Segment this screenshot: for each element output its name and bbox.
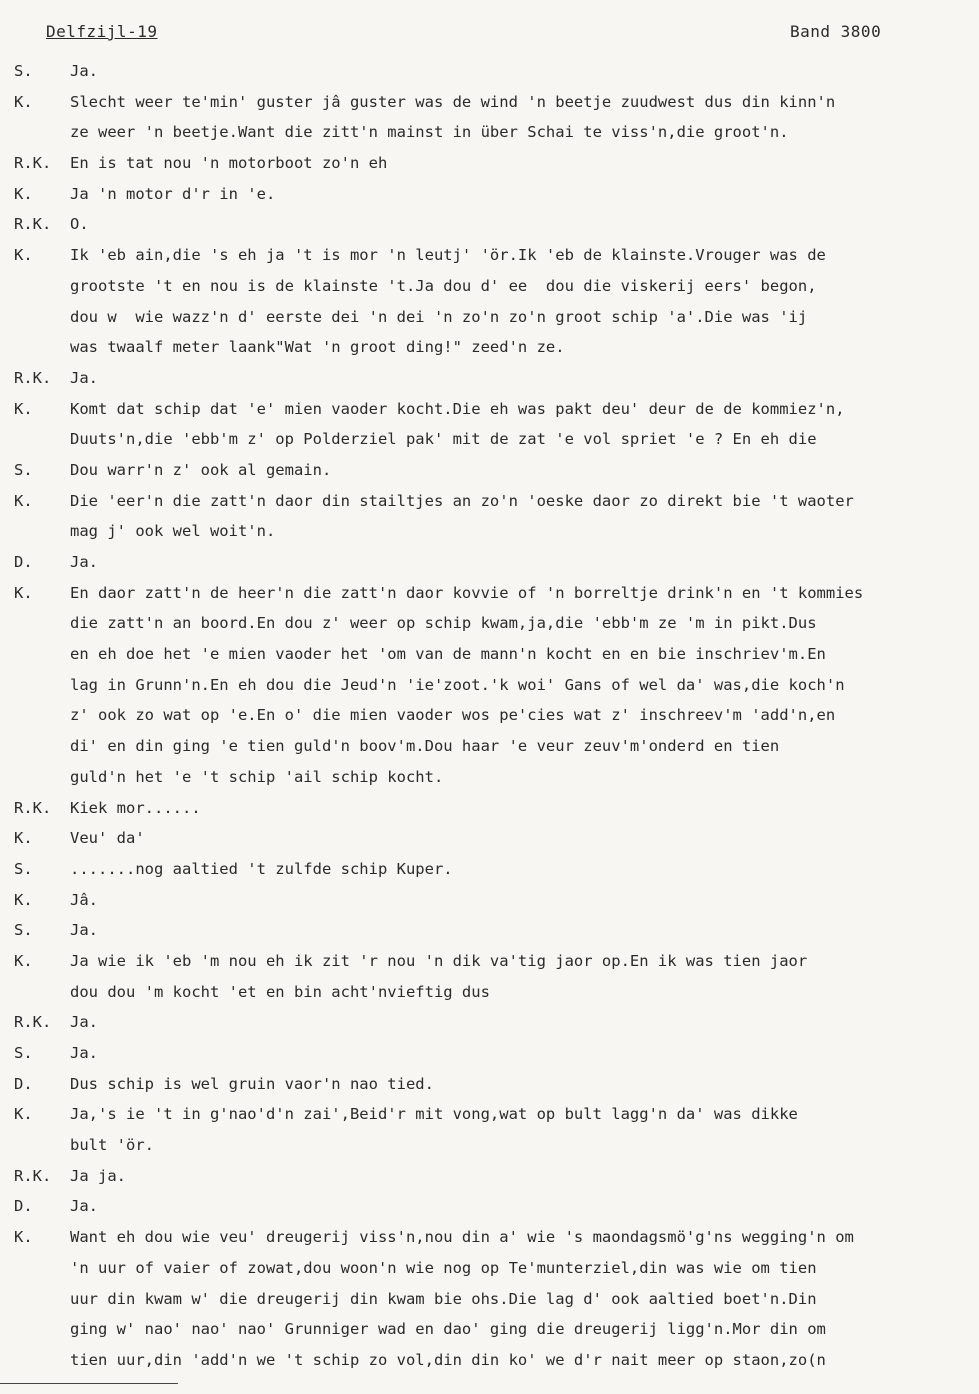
transcript-line xyxy=(0,394,979,425)
transcript-line xyxy=(0,179,979,210)
speaker-label: R.K. xyxy=(14,215,52,234)
utterance-text: 'n uur of vaier of zowat,dou woon'n wie nog op Te'munterziel,din was wie om tien xyxy=(70,1258,817,1277)
utterance-text: Ja. xyxy=(70,1197,98,1216)
utterance-text: Veu' da' xyxy=(70,829,145,848)
transcript-line xyxy=(0,608,979,639)
transcript-line xyxy=(0,547,979,578)
speaker-label: K. xyxy=(14,1105,33,1124)
utterance-text: Ja ja. xyxy=(70,1166,126,1185)
speaker-label: K. xyxy=(14,829,33,848)
transcript-line xyxy=(0,1099,979,1130)
transcript-line xyxy=(0,240,979,271)
transcript-line xyxy=(0,1069,979,1100)
utterance-text: Komt dat schip dat 'e' mien vaoder kocht.Die eh was pakt deu' deur de de kommiez'n, xyxy=(70,399,845,418)
transcript-line xyxy=(0,332,979,363)
transcript-lines xyxy=(0,56,979,1376)
tape-number: Band 3800 xyxy=(790,22,882,41)
transcript-line xyxy=(0,56,979,87)
utterance-text: Ja. xyxy=(70,368,98,387)
speaker-label: D. xyxy=(14,1074,33,1093)
transcript-line xyxy=(0,87,979,118)
transcript-line xyxy=(0,823,979,854)
utterance-text: uur din kwam w' die dreugerij din kwam bie ohs.Die lag d' ook aaltied boet'n.Din xyxy=(70,1289,817,1308)
speaker-label: S. xyxy=(14,921,33,940)
utterance-text: grootste 't en nou is de klainste 't.Ja dou d' ee dou die viskerij eers' begon, xyxy=(70,276,817,295)
transcript-line xyxy=(0,946,979,977)
utterance-text: Ik 'eb ain,die 's eh ja 't is mor 'n leutj' 'ör.Ik 'eb de klainste.Vrouger was de xyxy=(70,246,826,265)
utterance-text: mag j' ook wel woit'n. xyxy=(70,522,276,541)
speaker-label: K. xyxy=(14,399,33,418)
footnote-rule xyxy=(0,1383,178,1384)
transcript-line xyxy=(0,148,979,179)
transcript-line xyxy=(0,117,979,148)
transcript-line xyxy=(0,209,979,240)
utterance-text: Jâ. xyxy=(70,890,98,909)
transcript-line xyxy=(0,1161,979,1192)
transcript-line xyxy=(0,1222,979,1253)
speaker-label: R.K. xyxy=(14,368,52,387)
speaker-label: K. xyxy=(14,890,33,909)
utterance-text: Slecht weer te'min' guster jâ guster was de wind 'n beetje zuudwest dus din kinn'n xyxy=(70,92,836,111)
transcript-line xyxy=(0,670,979,701)
transcript-line xyxy=(0,700,979,731)
speaker-label: K. xyxy=(14,246,33,265)
utterance-text: z' ook zo wat op 'e.En o' die mien vaoder wos pe'cies wat z' inschreev'm 'add'n,en xyxy=(70,706,836,725)
utterance-text: di' en din ging 'e tien guld'n boov'm.Dou haar 'e veur zeuv'm'onderd en tien xyxy=(70,737,780,756)
utterance-text: En daor zatt'n de heer'n die zatt'n daor kovvie of 'n borreltje drink'n en 't kommies xyxy=(70,583,864,602)
speaker-label: S. xyxy=(14,62,33,80)
speaker-label: R.K. xyxy=(14,798,52,817)
transcript-line xyxy=(0,578,979,609)
utterance-text: dou w wie wazz'n d' eerste dei 'n dei 'n zo'n zo'n groot schip 'a'.Die was 'ij xyxy=(70,307,808,326)
transcript-line xyxy=(0,639,979,670)
utterance-text: Kiek mor...... xyxy=(70,798,201,817)
utterance-text: Ja. xyxy=(70,1013,98,1032)
transcript-line xyxy=(0,1284,979,1315)
transcript-line xyxy=(0,977,979,1008)
utterance-text: Die 'eer'n die zatt'n daor din stailtjes an zo'n 'oeske daor zo direkt bie 't waoter xyxy=(70,491,854,510)
utterance-text: ging w' nao' nao' nao' Grunniger wad en dao' ging die dreugerij ligg'n.Mor din om xyxy=(70,1320,826,1339)
transcript-line xyxy=(0,302,979,333)
utterance-text: .......nog aaltied 't zulfde schip Kuper. xyxy=(70,859,453,878)
speaker-label: K. xyxy=(14,583,33,602)
speaker-label: S. xyxy=(14,1044,33,1062)
utterance-text: Duuts'n,die 'ebb'm z' op Polderziel pak' mit de zat 'e vol spriet 'e ? En eh die xyxy=(70,430,817,449)
transcript-line xyxy=(0,424,979,455)
speaker-label: R.K. xyxy=(14,1166,52,1185)
transcript-line xyxy=(0,455,979,486)
speaker-label: D. xyxy=(14,553,33,571)
utterance-text: guld'n het 'e 't schip 'ail schip kocht. xyxy=(70,767,444,786)
transcript-line xyxy=(0,1191,979,1222)
transcript-line xyxy=(0,1007,979,1038)
transcript-line xyxy=(0,1130,979,1161)
transcript-line xyxy=(0,363,979,394)
transcript-line xyxy=(0,915,979,946)
speaker-label: K. xyxy=(14,1228,33,1247)
transcript-line xyxy=(0,486,979,517)
utterance-text: Ja. xyxy=(70,62,98,80)
document-id: Delfzijl-19 xyxy=(46,22,158,41)
speaker-label: D. xyxy=(14,1197,33,1216)
utterance-text: lag in Grunn'n.En eh dou die Jeud'n 'ie'zoot.'k woi' Gans of wel da' was,die koch'n xyxy=(70,675,845,694)
utterance-text: dou dou 'm kocht 'et en bin acht'nvieftig dus xyxy=(70,982,490,1001)
transcript-line xyxy=(0,1253,979,1284)
speaker-label: K. xyxy=(14,92,33,111)
speaker-label: S. xyxy=(14,859,33,878)
speaker-label: R.K. xyxy=(14,1013,52,1032)
utterance-text: Ja. xyxy=(70,553,98,571)
utterance-text: bult 'ör. xyxy=(70,1136,154,1155)
utterance-text: ze weer 'n beetje.Want die zitt'n mainst in über Schai te viss'n,die groot'n. xyxy=(70,123,789,142)
utterance-text: die zatt'n an boord.En dou z' weer op schip kwam,ja,die 'ebb'm ze 'm in pikt.Dus xyxy=(70,614,817,633)
utterance-text: en eh doe het 'e mien vaoder het 'om van de mann'n kocht en en bie inschriev'm.En xyxy=(70,645,826,664)
speaker-label: S. xyxy=(14,460,33,479)
speaker-label: R.K. xyxy=(14,154,52,173)
transcript-line xyxy=(0,731,979,762)
transcript-line xyxy=(0,854,979,885)
utterance-text: Want eh dou wie veu' dreugerij viss'n,nou din a' wie 's maondagsmö'g'ns wegging'n om xyxy=(70,1228,854,1247)
transcript-line xyxy=(0,1038,979,1069)
transcript-line xyxy=(0,762,979,793)
transcript-line xyxy=(0,1345,979,1376)
transcript-line xyxy=(0,1314,979,1345)
speaker-label: K. xyxy=(14,951,33,970)
utterance-text: O. xyxy=(70,215,89,234)
utterance-text: was twaalf meter laank"Wat 'n groot ding!" zeed'n ze. xyxy=(70,338,565,357)
utterance-text: Ja wie ik 'eb 'm nou eh ik zit 'r nou 'n dik va'tig jaor op.En ik was tien jaor xyxy=(70,951,808,970)
utterance-text: En is tat nou 'n motorboot zo'n eh xyxy=(70,154,388,173)
transcript-line xyxy=(0,516,979,547)
transcript-line xyxy=(0,271,979,302)
utterance-text: Ja,'s ie 't in g'nao'd'n zai',Beid'r mit vong,wat op bult lagg'n da' was dikke xyxy=(70,1105,798,1124)
transcript-line xyxy=(0,885,979,916)
transcript-line xyxy=(0,793,979,824)
utterance-text: tien uur,din 'add'n we 't schip zo vol,din din ko' we d'r nait meer op staon,zo(n xyxy=(70,1350,826,1369)
utterance-text: Ja. xyxy=(70,921,98,940)
utterance-text: Dus schip is wel gruin vaor'n nao tied. xyxy=(70,1074,434,1093)
utterance-text: Ja 'n motor d'r in 'e. xyxy=(70,184,276,203)
speaker-label: K. xyxy=(14,491,33,510)
speaker-label: K. xyxy=(14,184,33,203)
utterance-text: Ja. xyxy=(70,1044,98,1062)
utterance-text: Dou warr'n z' ook al gemain. xyxy=(70,460,332,479)
